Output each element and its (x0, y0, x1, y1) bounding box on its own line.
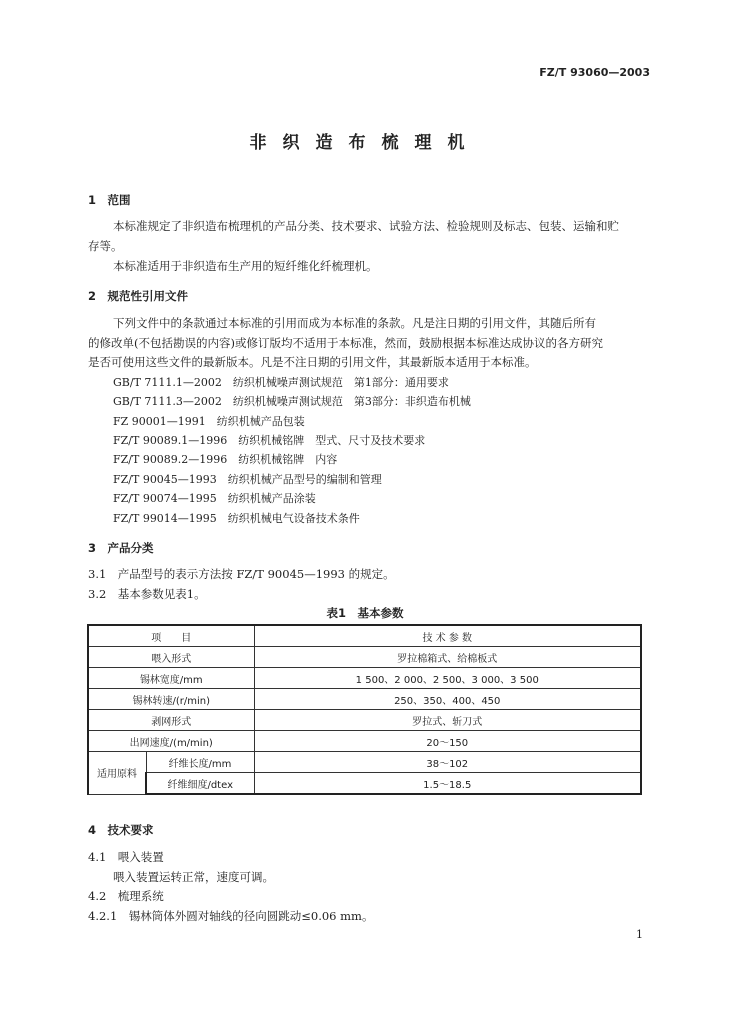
param-name: 纤维长度/mm (146, 752, 254, 773)
section-3-heading: 3 产品分类 (88, 541, 154, 555)
page-number: 1 (636, 928, 643, 941)
param-name: 锡林宽度/mm (88, 668, 254, 689)
parameters-table (87, 624, 642, 795)
section-4-2: 4.2 梳理系统 (88, 889, 164, 903)
table-caption: 表1 基本参数 (326, 606, 404, 620)
section-2-para-line-1: 下列文件中的条款通过本标准的引用而成为本标准的条款。凡是注日期的引用文件，其随后所有 (113, 316, 596, 330)
section-2-heading: 2 规范性引用文件 (88, 289, 189, 303)
reference-item: FZ/T 99014—1995 纺织机械电气设备技术条件 (113, 512, 360, 525)
table-row (88, 710, 641, 731)
header-value-cell: 技 术 参 数 (254, 625, 641, 647)
param-name: 喂入形式 (88, 647, 254, 668)
param-name: 锡林转速/(r/min) (88, 689, 254, 710)
param-value: 罗拉棉箱式、给棉板式 (254, 647, 641, 668)
section-1-heading: 1 范围 (88, 193, 131, 207)
table-row (88, 647, 641, 668)
param-value: 20～150 (254, 731, 641, 752)
section-1-para-1-line-1: 本标准规定了非织造布梳理机的产品分类、技术要求、试验方法、检验规则及标志、包装、运输和贮 (113, 219, 619, 233)
reference-item: FZ 90001—1991 纺织机械产品包装 (113, 415, 305, 428)
group-label: 适用原料 (88, 752, 146, 795)
param-value: 1.5～18.5 (254, 773, 641, 795)
table-row (88, 731, 641, 752)
param-value: 38～102 (254, 752, 641, 773)
section-4-heading: 4 技术要求 (88, 823, 154, 837)
standard-number: FZ/T 93060—2003 (539, 66, 650, 79)
reference-item: FZ/T 90089.2—1996 纺织机械铭牌 内容 (113, 453, 338, 466)
section-1-para-1-line-2: 存等。 (88, 239, 123, 253)
param-value: 罗拉式、斩刀式 (254, 710, 641, 731)
document-title: 非织造布梳理机 (249, 133, 481, 153)
section-3-2: 3.2 基本参数见表1。 (88, 587, 206, 601)
reference-item: GB/T 7111.1—2002 纺织机械噪声测试规范 第1部分：通用要求 (113, 376, 449, 389)
table-row (88, 752, 641, 773)
table-row (88, 773, 641, 795)
header-item-cell: 项 目 (88, 625, 254, 647)
section-4-2-1: 4.2.1 锡林筒体外圆对轴线的径向圆跳动≤0.06 mm。 (88, 909, 374, 923)
param-name: 出网速度/(m/min) (88, 731, 254, 752)
reference-item: FZ/T 90074—1995 纺织机械产品涂装 (113, 492, 316, 505)
reference-item: FZ/T 90089.1—1996 纺织机械铭牌 型式、尺寸及技术要求 (113, 434, 426, 447)
section-3-1: 3.1 产品型号的表示方法按 FZ/T 90045—1993 的规定。 (88, 567, 395, 581)
table-header-row (88, 625, 641, 647)
reference-item: FZ/T 90045—1993 纺织机械产品型号的编制和管理 (113, 473, 382, 486)
section-1-para-2: 本标准适用于非织造布生产用的短纤维化纤梳理机。 (113, 259, 378, 273)
section-2-para-line-3: 是否可使用这些文件的最新版本。凡是不注日期的引用文件，其最新版本适用于本标准。 (88, 355, 537, 369)
table-row (88, 689, 641, 710)
param-name: 剥网形式 (88, 710, 254, 731)
section-4-1-text: 喂入装置运转正常，速度可调。 (113, 870, 274, 884)
table-row (88, 668, 641, 689)
param-value: 250、350、400、450 (254, 689, 641, 710)
param-value: 1 500、2 000、2 500、3 000、3 500 (254, 668, 641, 689)
param-name: 纤维细度/dtex (146, 773, 254, 795)
reference-item: GB/T 7111.3—2002 纺织机械噪声测试规范 第3部分：非织造布机械 (113, 395, 471, 408)
section-4-1: 4.1 喂入装置 (88, 850, 164, 864)
section-2-para-line-2: 的修改单(不包括勘误的内容)或修订版均不适用于本标准，然而，鼓励根据本标准达成协议的各方研究 (88, 336, 603, 350)
